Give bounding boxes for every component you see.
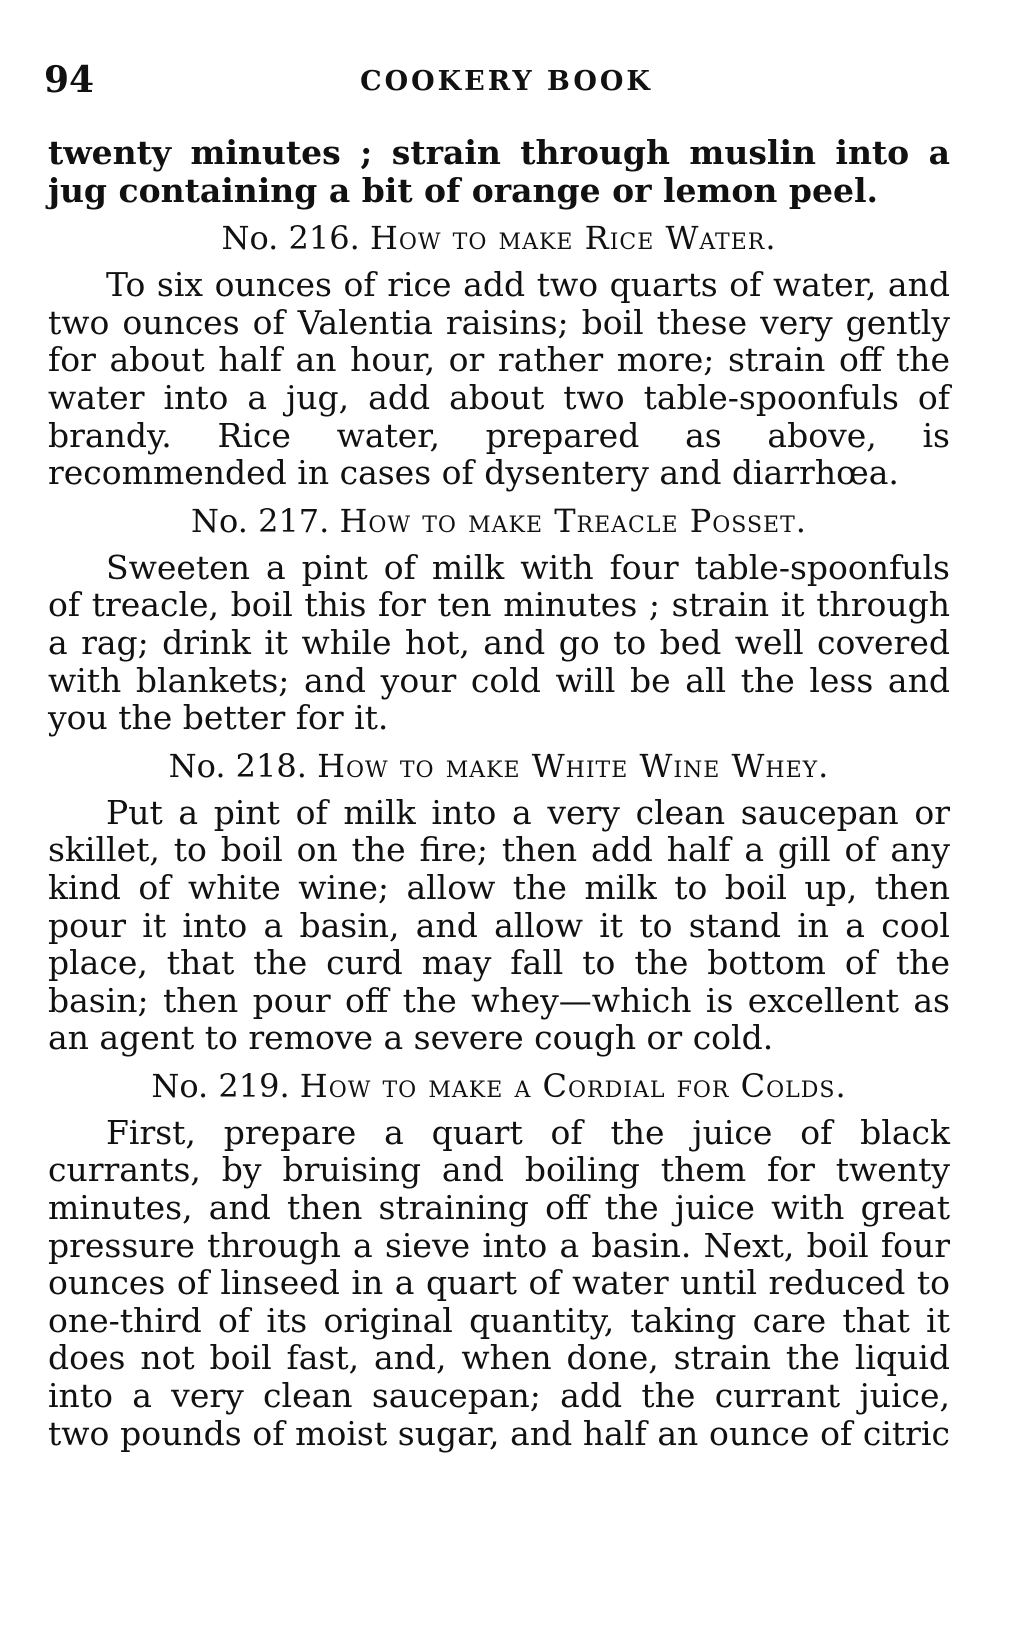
recipe-title: How to make White Wine Whey. bbox=[317, 746, 830, 785]
recipe-body-219: First, prepare a quart of the juice of black currants, by bruising and boiling them for twenty minutes, and then straining off the juice with great pressure through a sieve into a basin. Next, boil four ounces of linseed in a quart of water until reduced to one-third of its original quantity, taking care that it does not boil fast, and, when done, strain the liquid into a very clean saucepan; add the currant juice, two pounds of moist sugar, and half an ounce of citric bbox=[48, 1112, 950, 1453]
page-header bbox=[0, 0, 1013, 120]
continuation-paragraph: twenty minutes ; strain through muslin into a jug containing a bit of orange or lemon peel. bbox=[48, 133, 950, 210]
recipe-body-218: Put a pint of milk into a very clean saucepan or skillet, to boil on the fire; then add half a gill of any kind of white wine; allow the milk to boil up, then pour it into a basin, and allow it to stand in a cool place, that the curd may fall to the bottom of the basin; then pour off the whey—which is excellent as an agent to remove a severe cough or cold. bbox=[48, 792, 950, 1058]
recipe-title: How to make a Cordial for Colds. bbox=[299, 1066, 847, 1105]
recipe-heading-216 bbox=[48, 218, 950, 258]
running-head: COOKERY BOOK bbox=[360, 66, 653, 97]
recipe-number: No. 218. bbox=[168, 746, 307, 785]
text-column bbox=[48, 134, 950, 1452]
recipe-heading-218 bbox=[48, 746, 950, 786]
page-number: 94 bbox=[44, 59, 95, 101]
recipe-body-217: Sweeten a pint of milk with four table-spoonfuls of treacle, boil this for ten minutes ; strain it through a rag; drink it while hot, and go to bed well covered with blankets; and your cold will be all the less and you the better for it. bbox=[48, 547, 950, 738]
recipe-number: No. 216. bbox=[221, 219, 360, 258]
recipe-body-216: To six ounces of rice add two quarts of water, and two ounces of Valentia raisins; boil these very gently for about half an hour, or rather more; strain off the water into a jug, add about two table-spoonfuls of brandy. Rice water, prepared as above, is recommended in cases of dysentery and diarrhœa. bbox=[48, 265, 950, 493]
recipe-heading-219 bbox=[48, 1066, 950, 1106]
recipe-number: No. 217. bbox=[191, 501, 330, 540]
recipe-title: How to make Treacle Posset. bbox=[339, 501, 807, 540]
recipe-title: How to make Rice Water. bbox=[369, 219, 777, 258]
recipe-heading-217 bbox=[48, 501, 950, 541]
recipe-number: No. 219. bbox=[151, 1066, 290, 1105]
